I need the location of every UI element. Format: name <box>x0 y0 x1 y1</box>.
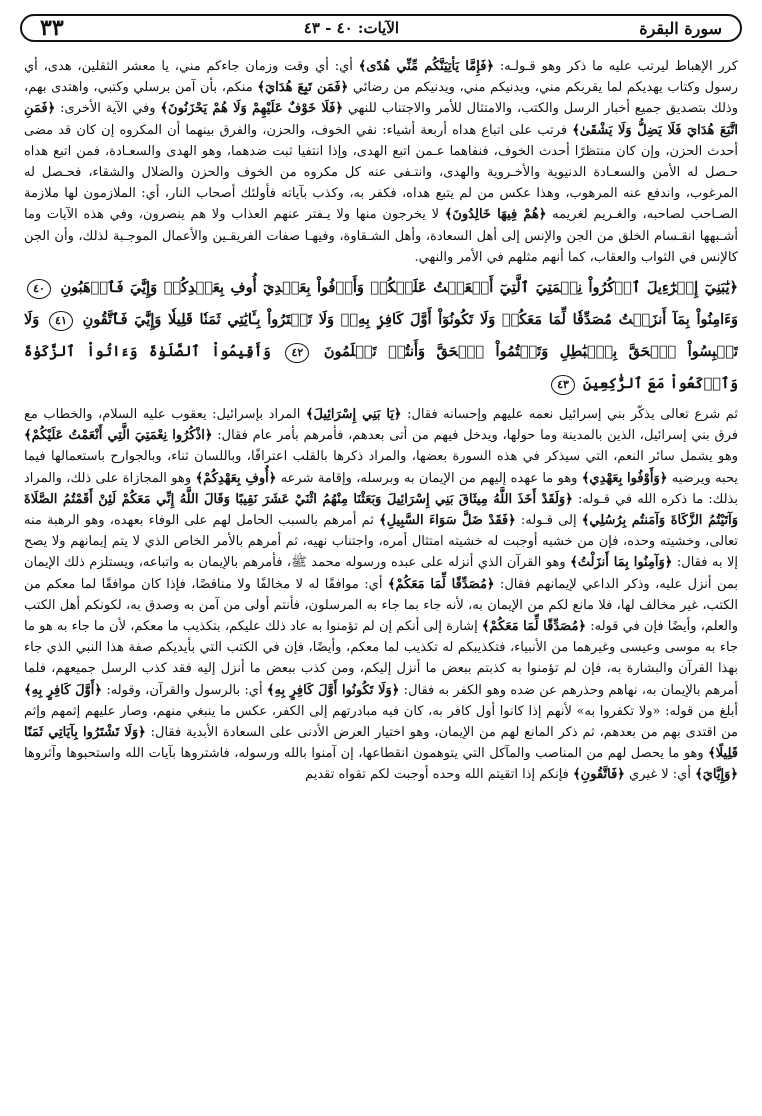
verse-42-text: وَلَا تَلۡبِسُواْ ٱلۡحَقَّ بِٱلۡبَٰطِلِ وَتَكۡتُمُواْ ٱلۡحَقَّ وَأَنتُمۡ تَعۡلَمُونَ <box>24 311 738 361</box>
text-segment: فإنكم إذا اتقيتم الله وحده أوجبت لكم تقواه تقديم <box>305 767 574 783</box>
verse-number-41: ٤١ <box>49 311 73 331</box>
verse-41-text: وَءَامِنُواْ بِمَآ أَنزَلۡتُ مُصَدِّقٗا لِّمَا مَعَكُمۡ وَلَا تَكُونُوٓاْ أَوَّلَ كَافِرِۢ بِهِۦۖ وَلَا تَشۡتَرُواْ بِـَٔايَٰتِي ثَمَنٗا قَلِيلٗا وَإِيَّٰيَ فَٱتَّقُونِ <box>82 311 738 329</box>
verse-number-40: ٤٠ <box>27 279 51 299</box>
verse-43-text: وَأَقِيمُواْ ٱلصَّلَوٰةَ وَءَاتُواْ ٱلزَّكَوٰةَ وَٱرۡكَعُواْ مَعَ ٱلرَّٰكِعِينَ <box>24 343 738 393</box>
verses-range: الآيات: ٤٠ - ٤٣ <box>303 19 400 37</box>
text-segment: ثم شرع تعالى يذكّر بني إسرائيل نعمه عليهم وإحسانه فقال: <box>401 407 738 423</box>
quran-verses-block <box>24 272 738 400</box>
text-segment: أي: بالرسول والقرآن، وقوله: <box>102 682 267 698</box>
quran-quote: ﴿فَاتَّقُونِ﴾ <box>573 767 625 783</box>
quran-quote: ﴿فَلَا خَوْفٌ عَلَيْهِمْ وَلَا هُمْ يَحْزَنُونَ﴾ <box>160 101 343 117</box>
quran-quote: ﴿هُمْ فِيهَا خَالِدُونَ﴾ <box>444 207 547 223</box>
text-segment: فرتب على اتباع هداه أربعة أشياء: نفي الخوف، والحزن، والفرق بينهما أن المكروه إن كان قد مضى أحدث الحزن، وإن كان منتظرًا أحدث الخوف، فنفاهما عـمن اتبع الهدى، وإذا انتفيا ثبت ضدهما، وهو الهدى والسعـادة، فمن اتبع هداه حـصل له الأمن والسعـادة الدنيوية والأخـروية والهدى، وانتـفى عنه كل مكروه من الخوف والحزن والضلال والشقاء، فحـصل له المرغوب، واندفع عنه المرهوب، وهذا عكس من لم يتبع هداه، فكفر به، وكذب بآياته فأولئك أصحاب النار، أي: الملازمون لها ملازمة الصـاحب لصاحبه، والغـريم لغريمه <box>24 122 738 223</box>
quran-quote: ﴿فَإِمَّا يَأْتِيَنَّكُم مِّنِّي هُدًى﴾ <box>358 59 495 74</box>
text-segment: أي: لا غيري <box>624 767 696 783</box>
text-segment: وهو ما يحصل لهم من المناصب والمآكل التي يتوهمون انقطاعها، إن آمنوا بالله ورسوله، فاشتروها بآيات الله واستحبوها وآثروها <box>24 746 709 762</box>
verse-number-43: ٤٣ <box>551 375 575 395</box>
text-segment: وفي الآية الأخرى: <box>55 101 161 117</box>
text-segment: وهو القرآن الذي أنزله على عبده ورسوله محمد ﷺ، فأمرهم بالإيمان به واتباعه، ويستلزم ذلك الإيمان بمن أنزل عليه، وذكر الداعي لإيمانهم فقال: <box>24 555 738 592</box>
commentary-paragraph-2 <box>24 404 738 786</box>
text-segment: كرر الإهباط ليرتب عليه ما ذكر وهو قـولـه: <box>494 59 738 74</box>
quran-quote: ﴿وَآمِنُوا بِمَا أَنزَلْتُ﴾ <box>570 555 673 571</box>
text-segment: أي: موافقًا له لا مخالفًا ولا مناقضًا، فإذا كان موافقًا لما معكم من الكتب، غير مخالف لها، فلا مانع لكم من الإيمان به، لأنه جاء بما جاء به المرسلون، فأنتم أولى من آمن به وصدق به، لكونكم أهل الكتب والعلم، وأيضًا فإن في قوله: <box>24 576 738 635</box>
text-segment: أبلغ من قوله: «ولا تكفروا به» لأنهم إذا كانوا أول كافر به، كان فيه مبادرتهم إلى الكفر، عكس ما ينبغي منهم، وصار عليهم إثمهم وإثم من اقتدى بهم من بعدهم، ثم ذكر المانع لهم من الإيمان، وهو اختيار العرض الأدنى على السعادة الأبدية فقال: <box>24 703 738 741</box>
text-segment: إلى قـوله: <box>515 513 582 529</box>
quran-quote: ﴿وَأَوْفُوا بِعَهْدِي﴾ <box>581 470 668 486</box>
text-segment: منكم، بأن آمن برسلي وكتبي، واهتدى بهم، وذلك بتصديق جميع أخبار الرسل والكتب، والامتثال للأمر والاجتناب للنهي <box>24 80 738 117</box>
page-content <box>24 56 738 1106</box>
text-segment: أي: أي وقت وزمان جاءكم مني، يا معشر الثقلين، هدى، أي رسول وكتاب يهديكم لما يقربكم مني، ويدنيكم مني، ويدنيكم من رضائي <box>24 59 738 96</box>
surah-name: سورة البقرة <box>639 18 722 38</box>
page-number: ٣٣ <box>40 15 64 41</box>
text-segment: وهو المجازاة على ذلك، والمراد بذلك: ما ذكره الله في قـوله: <box>24 470 738 507</box>
quran-quote: ﴿وَلَا تَشْتَرُوا بِآيَاتِي ثَمَنًا قَلِيلًا﴾ <box>24 725 738 762</box>
verse-number-42: ٤٢ <box>285 343 309 363</box>
quran-quote: ﴿مُصَدِّقًا لِّمَا مَعَكُمْ﴾ <box>387 576 495 592</box>
verse-40-text: ﴿يَٰبَنِيٓ إِسۡرَٰٓءِيلَ ٱذۡكُرُواْ نِعۡمَتِيَ ٱلَّتِيٓ أَنۡعَمۡتُ عَلَيۡكُمۡ وَأَوۡفُواْ بِعَهۡدِيٓ أُوفِ بِعَهۡدِكُمۡ وَإِيَّٰيَ فَٱرۡهَبُونِ <box>60 279 738 297</box>
quran-quote: ﴿فَقَدْ ضَلَّ سَوَاءَ السَّبِيلِ﴾ <box>379 513 516 529</box>
text-segment: إشارة إلى أنكم إن لم تؤمنوا به عاد ذلك عليكم، بتكذيب ما معكم، لأن ما جاء به هو ما جاء به موسى وعيسى وغيرهما من الأنبياء، فتكذيبكم له تكذيب لما معكم، وأيضًا، فإن في الكتب التي بأيديكم صفة هذا النبي الذي جاء بهذا القرآن والبشارة به، فإن لم تؤمنوا به كذبتم ببعض ما أنزل إليكم، ومن كذب ببعض ما أنزل إليه فقد كذب الرسل جميعهم، فلما أمرهم بالإيمان به، نهاهم وحذرهم عن ضده وهو الكفر به فقال: <box>24 619 738 698</box>
quran-quote: ﴿وَلَا تَكُونُوا أَوَّلَ كَافِرٍ بِهِ﴾ <box>266 682 400 698</box>
text-segment: وهو يشمل سائر النعم، التي سيذكر في هذه السورة بعضها، والمراد ذكرها بالقلب اعترافًا، وباللسان ثناء، وبالجوارح باستعمالها فيما يحبه ويرضيه <box>24 449 738 486</box>
text-segment: ثم أمرهم بالسبب الحامل لهم على الوفاء بعهده، وهو الرهبة منه تعالى، وخشيته وحده، فإن من خشيه أوجبت له خشيته امتثال أمره، واجتناب نهيه، ثم أمرهم بالأمر الخاص الذي لا يتم إيمانهم ولا يصح إلا به فقال: <box>24 513 738 571</box>
quran-quote: ﴿أَوَّلَ كَافِرٍ بِهِ﴾ <box>24 682 103 698</box>
page-header <box>20 14 742 42</box>
quran-quote: ﴿أُوفِ بِعَهْدِكُمْ﴾ <box>195 470 277 486</box>
quran-quote: ﴿فَمَن تَبِعَ هُدَايَ﴾ <box>257 80 349 96</box>
text-segment: وهو ما عهده إليهم من الإيمان به وبرسله، وإقامة شرعه <box>276 470 582 486</box>
quran-quote: ﴿يَا بَنِي إِسْرَائِيلَ﴾ <box>305 407 402 423</box>
commentary-paragraph-1 <box>24 56 738 268</box>
text-segment: لا يخرجون منها ولا يـفتر عنهم العذاب ولا هم ينصرون، وفي هذه الآيات وما أشـبهها انقـسام الخلق من الجن والإنس إلى أهل السعادة، وأهل الشـقاوة، وفيهـا صفات الفريقـين والأعمال الموجـبة لذلك، وأن الجن كالإنس في الثواب والعقاب، كما أنهم مثلهم في الأمر والنهي. <box>24 207 738 265</box>
quran-quote: ﴿مُصَدِّقًا لِّمَا مَعَكُمْ﴾ <box>481 619 587 635</box>
quran-quote: ﴿فَمَنِ اتَّبَعَ هُدَايَ فَلَا يَضِلُّ وَلَا يَشْقَىٰ﴾ <box>24 101 738 138</box>
quran-quote: ﴿وَإِيَّايَ﴾ <box>695 767 738 783</box>
text-segment: المراد بإسرائيل: يعقوب عليه السلام، والخطاب مع فرق بني إسرائيل، الذين بالمدينة وما حولها، ويدخل فيهم من أتى بعدهم، فأمرهم بأمر عام فقال: <box>24 407 738 444</box>
quran-quote: ﴿اذْكُرُوا نِعْمَتِيَ الَّتِي أَنْعَمْتُ عَلَيْكُمْ﴾ <box>24 428 213 444</box>
quran-quote: ﴿وَلَقَدْ أَخَذَ اللَّهُ مِيثَاقَ بَنِي إِسْرَائِيلَ وَبَعَثْنَا مِنْهُمُ اثْنَيْ عَشَرَ نَقِيبًا وَقَالَ اللَّهُ إِنِّي مَعَكُمْ لَئِنْ أَقَمْتُمُ الصَّلَاةَ وَآتَيْتُمُ الزَّكَاةَ وَآمَنتُم بِرُسُلِي﴾ <box>24 491 738 529</box>
